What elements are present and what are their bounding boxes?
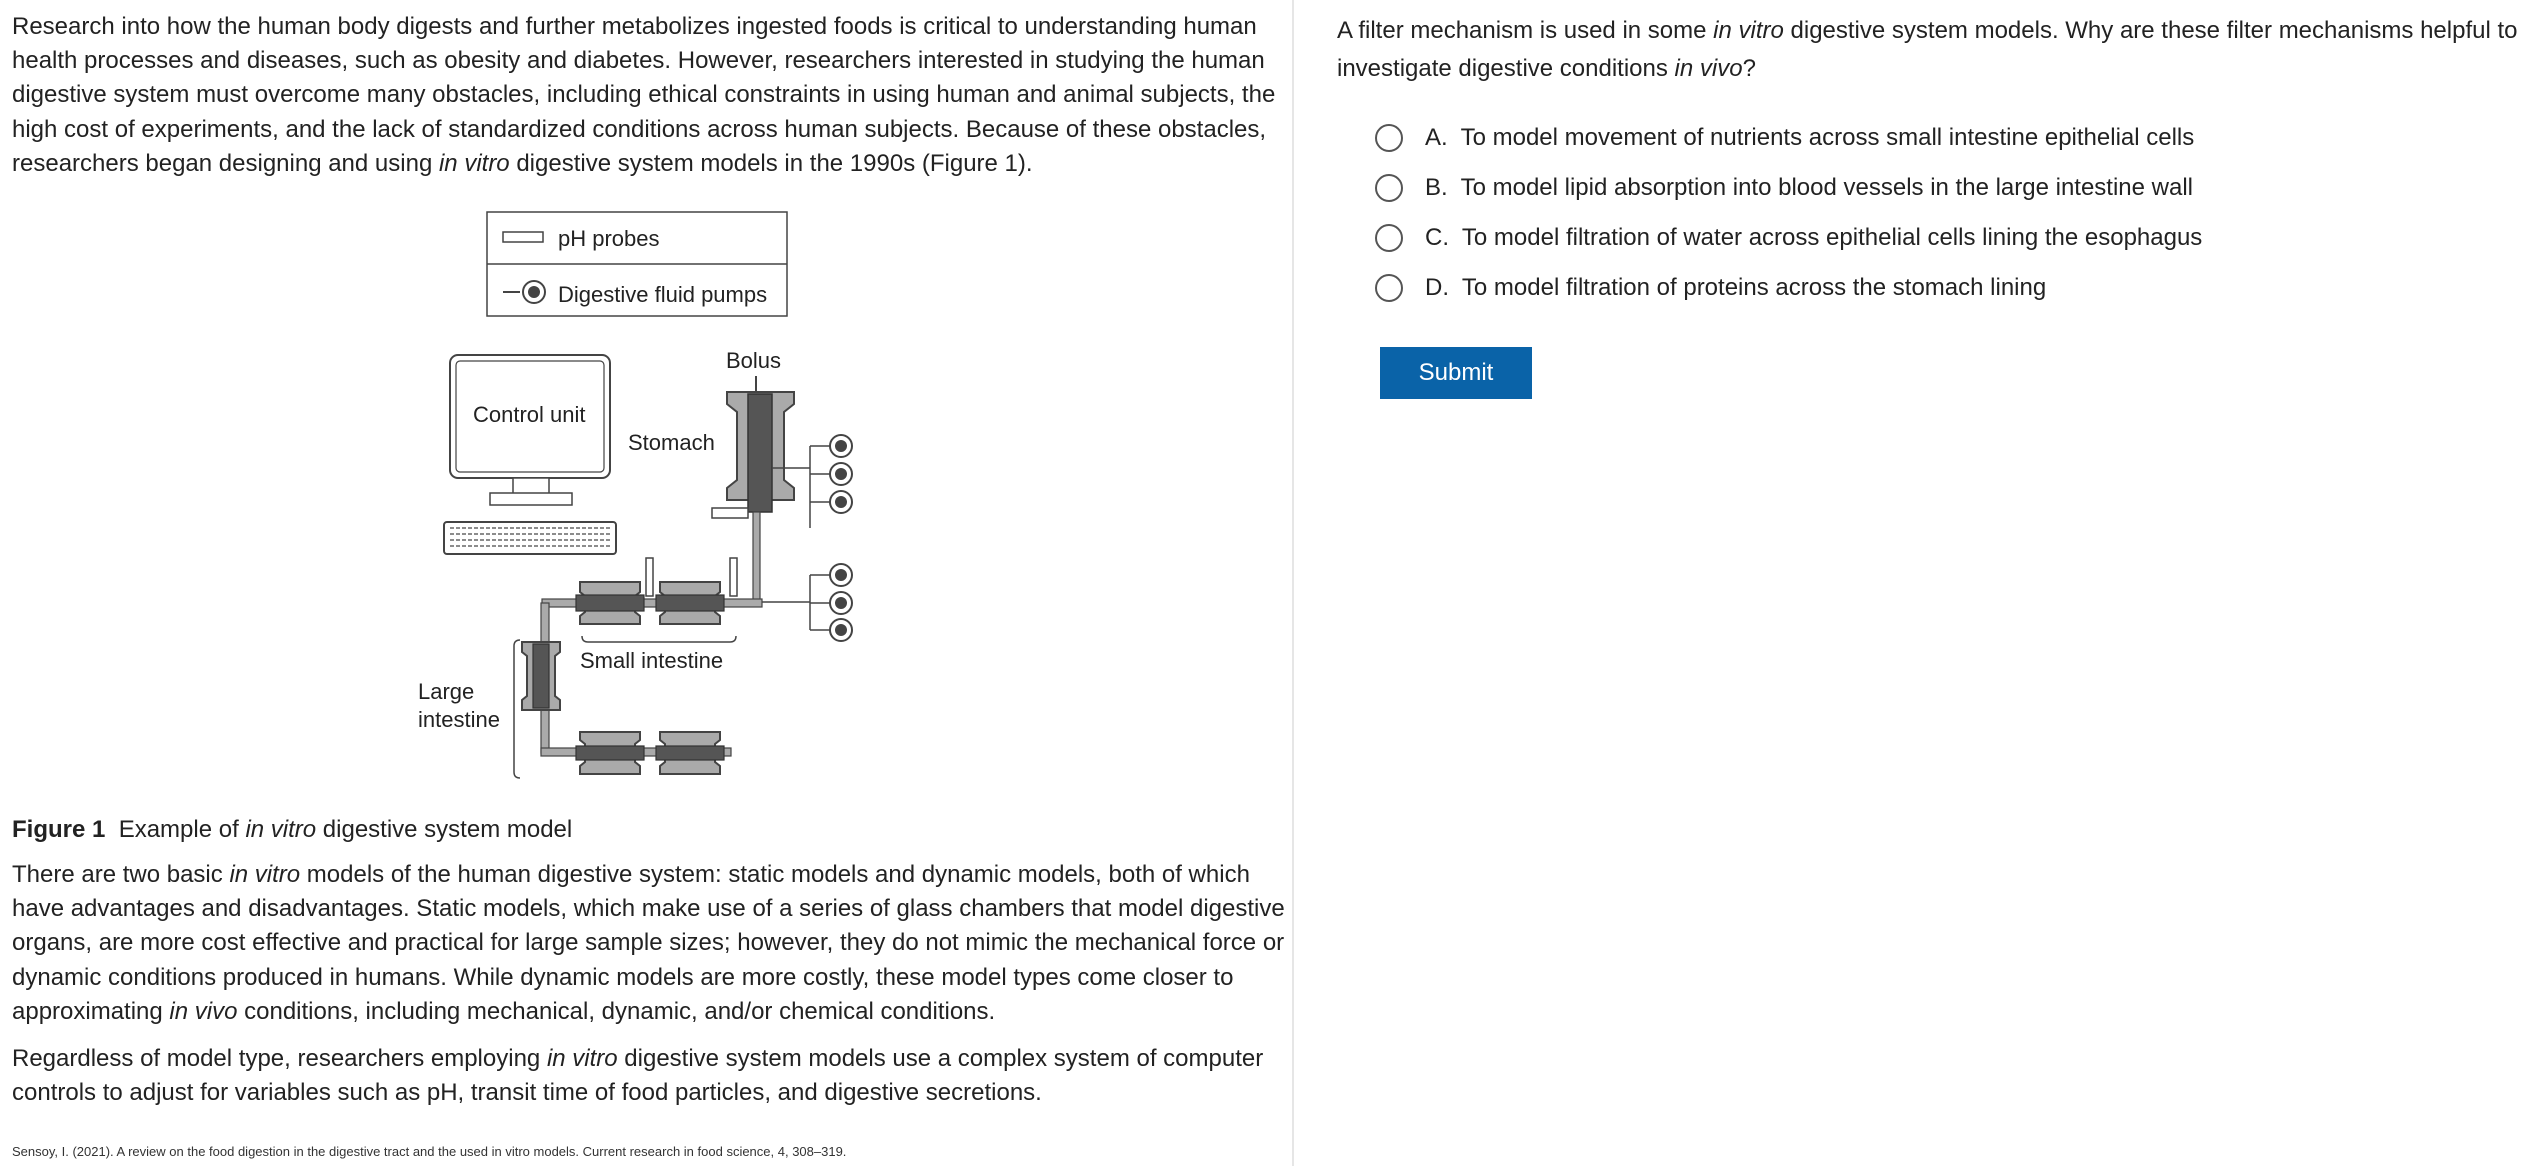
choice-a-letter: A. [1425, 124, 1448, 151]
question-pane [1295, 0, 2535, 1166]
figure-legend [487, 212, 787, 316]
label-large-intestine-1: Large [418, 679, 475, 704]
choice-c-letter: C. [1425, 224, 1449, 251]
choice-d[interactable] [1375, 268, 2046, 308]
citation: Sensoy, I. (2021). A review on the food digestion in the digestive tract and the used in vitro models. Current research in food science, 4, 308–319. [12, 1144, 847, 1159]
legend-ph-probes: pH probes [558, 226, 660, 251]
passage-paragraph-1: Research into how the human body digests and further metabolizes ingested foods is critical to understanding human health processes and diseases, such as obesity and diabetes. However, researchers interested in studying the human digestive system must overcome many obstacles, including ethical constraints in using human and animal subjects, the high cost of experiments, and the lack of standardized conditions across human subjects. Because of these obstacles, researchers began designing and using in vitro digestive system models in the 1990s (Figure 1). [12, 13, 1276, 177]
stomach-ph-probe [712, 508, 748, 518]
control-unit-icon [444, 355, 616, 554]
ph-probe-legend-icon [503, 232, 543, 242]
choice-a-text: To model movement of nutrients across small intestine epithelial cells [1460, 124, 2195, 151]
figure-caption [12, 814, 572, 846]
label-large-intestine-2: intestine [418, 707, 500, 732]
pane-divider[interactable] [1292, 0, 1294, 1166]
choice-c-text: To model filtration of water across epithelial cells lining the esophagus [1461, 224, 2203, 251]
radio-icon[interactable] [1375, 224, 1403, 252]
figure-caption-text: Example of in vitro digestive system model [118, 816, 573, 843]
figure-caption-label: Figure 1 [12, 816, 106, 843]
small-intestine-chambers [542, 558, 762, 624]
passage-paragraph-2: There are two basic in vitro models of the human digestive system: static models and dynamic models, both of which have advantages and disadvantages. Static models, which make use of a series of glass chambers that model digestive organs, are more cost effective and practical for large sample sizes; however, they do not mimic the mechanical force or dynamic conditions produced in humans. While dynamic models are more costly, these model types come closer to approximating in vivo conditions, including mechanical, dynamic, and/or chemical conditions. [12, 861, 1285, 1025]
choice-b-text: To model lipid absorption into blood vessels in the large intestine wall [1460, 174, 2194, 201]
choice-a[interactable] [1375, 118, 2194, 158]
label-stomach: Stomach [628, 430, 715, 455]
choice-d-letter: D. [1425, 274, 1449, 301]
choice-d-text: To model filtration of proteins across the stomach lining [1461, 274, 2047, 301]
radio-icon[interactable] [1375, 174, 1403, 202]
choice-b[interactable] [1375, 168, 2193, 208]
label-small-intestine: Small intestine [580, 648, 724, 673]
legend-pumps: Digestive fluid pumps [558, 282, 768, 307]
radio-icon[interactable] [1375, 124, 1403, 152]
submit-button[interactable]: Submit [1380, 347, 1532, 399]
digestive-model-figure [410, 200, 900, 800]
passage-paragraph-3: Regardless of model type, researchers employing in vitro digestive system models use a complex system of computer controls to adjust for variables such as pH, transit time of food particles, and digestive secretions. [12, 1045, 1264, 1107]
question-stem: A filter mechanism is used in some in vitro digestive system models. Why are these filter mechanisms helpful to investigate digestive conditions in vivo? [1337, 17, 2518, 82]
label-bolus: Bolus [726, 348, 782, 373]
small-intestine-pumps [760, 564, 852, 641]
radio-icon[interactable] [1375, 274, 1403, 302]
choice-c[interactable] [1375, 218, 2202, 258]
label-control-unit: Control unit [473, 402, 586, 427]
large-intestine-chambers [522, 603, 731, 774]
choice-b-letter: B. [1425, 174, 1448, 201]
